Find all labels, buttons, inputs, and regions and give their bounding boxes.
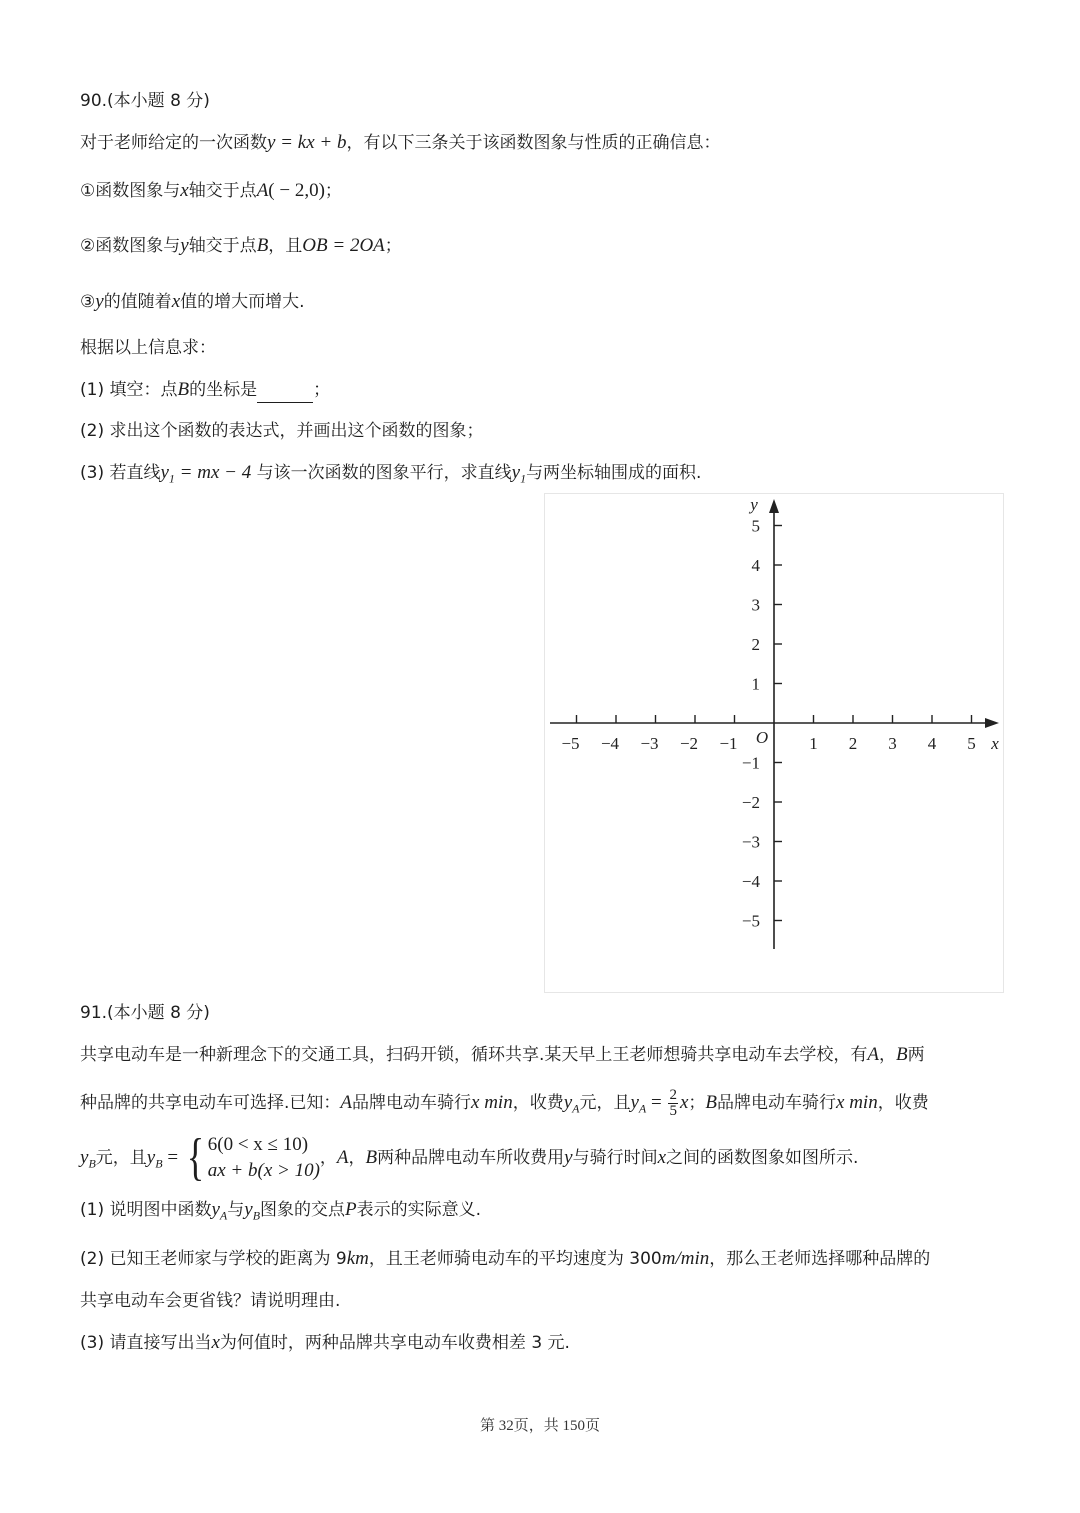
q91-l2-x2: x [679,1092,689,1113]
q91-l2-c: ，收费 [512,1093,564,1113]
q90-intro-equation: y = kx + b [267,132,347,153]
piecewise-brace: { [186,1129,205,1186]
q91-l2-yA2: y [630,1092,639,1113]
x-axis-label: x [991,734,999,753]
q91-l3-yB: y [80,1147,89,1168]
q90-info1-a: ①函数图象与 [80,181,181,201]
q91-l1-c: 两 [907,1045,925,1065]
q90-info2-d: ； [384,236,402,256]
y-tick-label: −4 [741,872,760,891]
y-tick-label: 3 [751,595,760,615]
q91-line-2 [80,1086,929,1125]
q91-p2-km: km [346,1248,369,1269]
x-tick-label: 3 [888,734,897,753]
q91-l2-b: 品牌电动车骑行 [352,1093,472,1113]
x-tick-label: −5 [561,734,580,753]
q91-l3-c: ， [348,1148,366,1168]
q91-l2-subA2: A [638,1101,647,1116]
q91-p1-c: 图象的交点 [260,1200,346,1220]
q90-info-2 [80,233,402,259]
q91-l3-A: A [336,1147,349,1168]
q91-l2-g: ，收费 [877,1093,929,1113]
q90-info3-a: ③ [80,292,96,312]
y-tick-label: 4 [751,556,760,575]
q91-p1-d: 表示的实际意义. [356,1200,482,1220]
q90-header-text: 90.(本小题 8 分) [80,91,210,111]
q90-intro-text-a: 对于老师给定的一次函数 [80,133,267,153]
q91-l2-e: ； [688,1093,706,1113]
q91-l2-eq: = [646,1092,667,1113]
q91-p1-P: P [345,1199,357,1220]
q90-info2-b: 轴交于点 [188,236,257,256]
q91-part-3 [80,1330,570,1356]
frac-denominator: 5 [669,1102,677,1119]
q91-p2-unit: m/min [661,1248,710,1269]
q91-p2-b: ，且王老师骑电动车的平均速度为 300 [368,1249,662,1269]
q91-part-2-cont [80,1288,340,1314]
q91-l2-x: x min [471,1092,513,1113]
x-tick-label: 5 [967,734,976,753]
q91-part-1 [80,1197,481,1228]
q90-p3-a: (3) 若直线 [80,463,161,483]
q90-info2-c: ，且 [268,236,303,256]
q90-p3-eq: = mx − 4 [174,462,252,483]
q90-p1-b: 的坐标是 [189,380,258,400]
q91-l3-subB2: B [155,1156,163,1171]
fraction-two-fifths [668,1088,678,1119]
q90-info2-pt: B [256,235,269,256]
q91-l2-yA: y [563,1092,573,1113]
x-tick-label: −3 [640,734,659,753]
y-tick-label: −3 [741,832,760,852]
q91-l1-b: ， [879,1045,897,1065]
q90-p3-c: 与两坐标轴围成的面积. [526,463,702,483]
y-tick-label: −1 [741,753,760,773]
answer-blank[interactable] [257,384,313,403]
q91-l3-yB2: y [146,1147,156,1168]
q91-l3-b: ， [319,1148,337,1168]
q91-header [80,1000,210,1026]
q90-p3-y: y [160,462,169,483]
q91-header-text: 91.(本小题 8 分) [80,1003,210,1023]
q90-info-3 [80,289,305,315]
q90-p1-pt: B [177,379,190,400]
y-axis-arrow [769,499,779,513]
q91-l2-x3: x min [836,1092,878,1113]
q91-p3-x: x [211,1332,220,1353]
q91-l3-f: 之间的函数图象如图所示. [666,1148,859,1168]
x-tick-label: −4 [600,734,620,753]
coordinate-plane-figure [544,493,1004,993]
q90-info3-b: 的值随着 [103,292,172,312]
y-tick-label: −2 [741,793,760,812]
q90-p3-sub: 1 [168,471,175,486]
q91-l2-A: A [340,1092,353,1113]
x-axis-arrow [985,718,999,728]
q91-p1-y1: y [211,1199,220,1220]
page-footer [0,1414,1080,1435]
q91-l3-y: y [564,1147,573,1168]
page-number-text: 第 32页，共 150页 [479,1418,600,1434]
q90-info3-c: 值的增大而增大. [180,292,305,312]
q91-p1-b: 与 [227,1200,245,1220]
y-tick-label: −5 [741,911,760,931]
x-tick-label: 2 [848,734,858,753]
q90-info1-coord: ( − 2,0) [268,180,325,201]
q91-p1-s1: A [219,1208,228,1223]
q91-l1-B: B [896,1044,908,1065]
q91-l3-eq: = [162,1147,183,1168]
q90-p3-b: 与该一次函数的图象平行，求直线 [251,463,512,483]
q91-l3-x: x [657,1147,667,1168]
q91-line-3 [80,1129,859,1189]
q91-l2-f: 品牌电动车骑行 [717,1093,837,1113]
q91-part-2 [80,1246,930,1272]
q91-l3-d: 两种品牌电动车所收费用 [377,1148,565,1168]
q90-info1-var: x [180,180,189,201]
y-tick-label: 5 [751,516,760,536]
q91-l3-a: 元，且 [95,1148,147,1168]
x-tick-label: −1 [719,734,738,753]
x-tick-label: 4 [927,734,937,753]
q90-info2-var: y [180,235,189,256]
q91-p1-a: (1) 说明图中函数 [80,1200,212,1220]
y-tick-label: 2 [751,635,760,654]
case-1: 6(0 < x ≤ 10) [207,1134,309,1155]
q90-part-1 [80,377,330,403]
q90-info2-eq: OB = 2OA [302,235,385,256]
q90-info3-var2: x [171,291,181,312]
q90-p3-y2: y [511,462,521,483]
q91-p2-d: 共享电动车会更省钱？请说明理由. [80,1291,341,1311]
q91-l1-A: A [867,1044,880,1065]
q90-p3-sub2: 1 [520,471,527,486]
origin-label: O [755,728,769,747]
q90-ask [80,335,216,361]
coordinate-plane-svg [545,494,1003,992]
q91-l2-d: 元，且 [579,1093,631,1113]
q90-info1-b: 轴交于点 [188,181,257,201]
frac-numerator: 2 [669,1086,677,1103]
q90-p1-c: ； [313,380,331,400]
x-tick-label: 1 [809,734,818,753]
q91-l2-B: B [705,1092,718,1113]
case-2: ax + b(x > 10) [207,1160,320,1181]
q91-p3-a: (3) 请直接写出当 [80,1333,212,1353]
q91-l2-a: 种品牌的共享电动车可选择.已知： [80,1093,341,1113]
q91-l3-subB: B [88,1156,96,1171]
q90-info3-var: y [95,291,104,312]
q91-p1-y2: y [244,1199,253,1220]
q90-part-3 [80,460,701,491]
q90-p2-text: (2) 求出这个函数的表达式，并画出这个函数的图象； [80,421,484,441]
q90-info2-a: ②函数图象与 [80,236,181,256]
piecewise-cases [208,1132,320,1184]
q91-l2-subA: A [572,1101,580,1116]
q90-ask-text: 根据以上信息求： [80,338,216,358]
q90-info1-pt: A [256,180,269,201]
q90-part-2 [80,418,483,444]
q91-l1-a: 共享电动车是一种新理念下的交通工具，扫码开锁，循环共享.某天早上王老师想骑共享电动车去学校，有 [80,1045,868,1065]
q90-intro [80,130,720,156]
q91-p1-s2: B [252,1208,261,1223]
x-tick-label: −2 [679,734,699,753]
q90-header [80,88,210,114]
q90-info1-c: ； [324,181,342,201]
q91-l3-e: 与骑行时间 [572,1148,658,1168]
q90-intro-text-b: ，有以下三条关于该函数图象与性质的正确信息： [346,133,721,153]
q91-line-1 [80,1042,925,1068]
y-tick-label: 1 [751,674,760,694]
q90-info-1 [80,178,342,204]
q91-l3-B: B [365,1147,378,1168]
y-axis-label: y [750,495,758,514]
q91-p3-b: 为何值时，两种品牌共享电动车收费相差 3 元. [219,1333,570,1353]
q90-p1-a: (1) 填空：点 [80,380,178,400]
q91-p2-c: ，那么王老师选择哪种品牌的 [709,1249,931,1269]
q91-p2-a: (2) 已知王老师家与学校的距离为 9 [80,1249,347,1269]
